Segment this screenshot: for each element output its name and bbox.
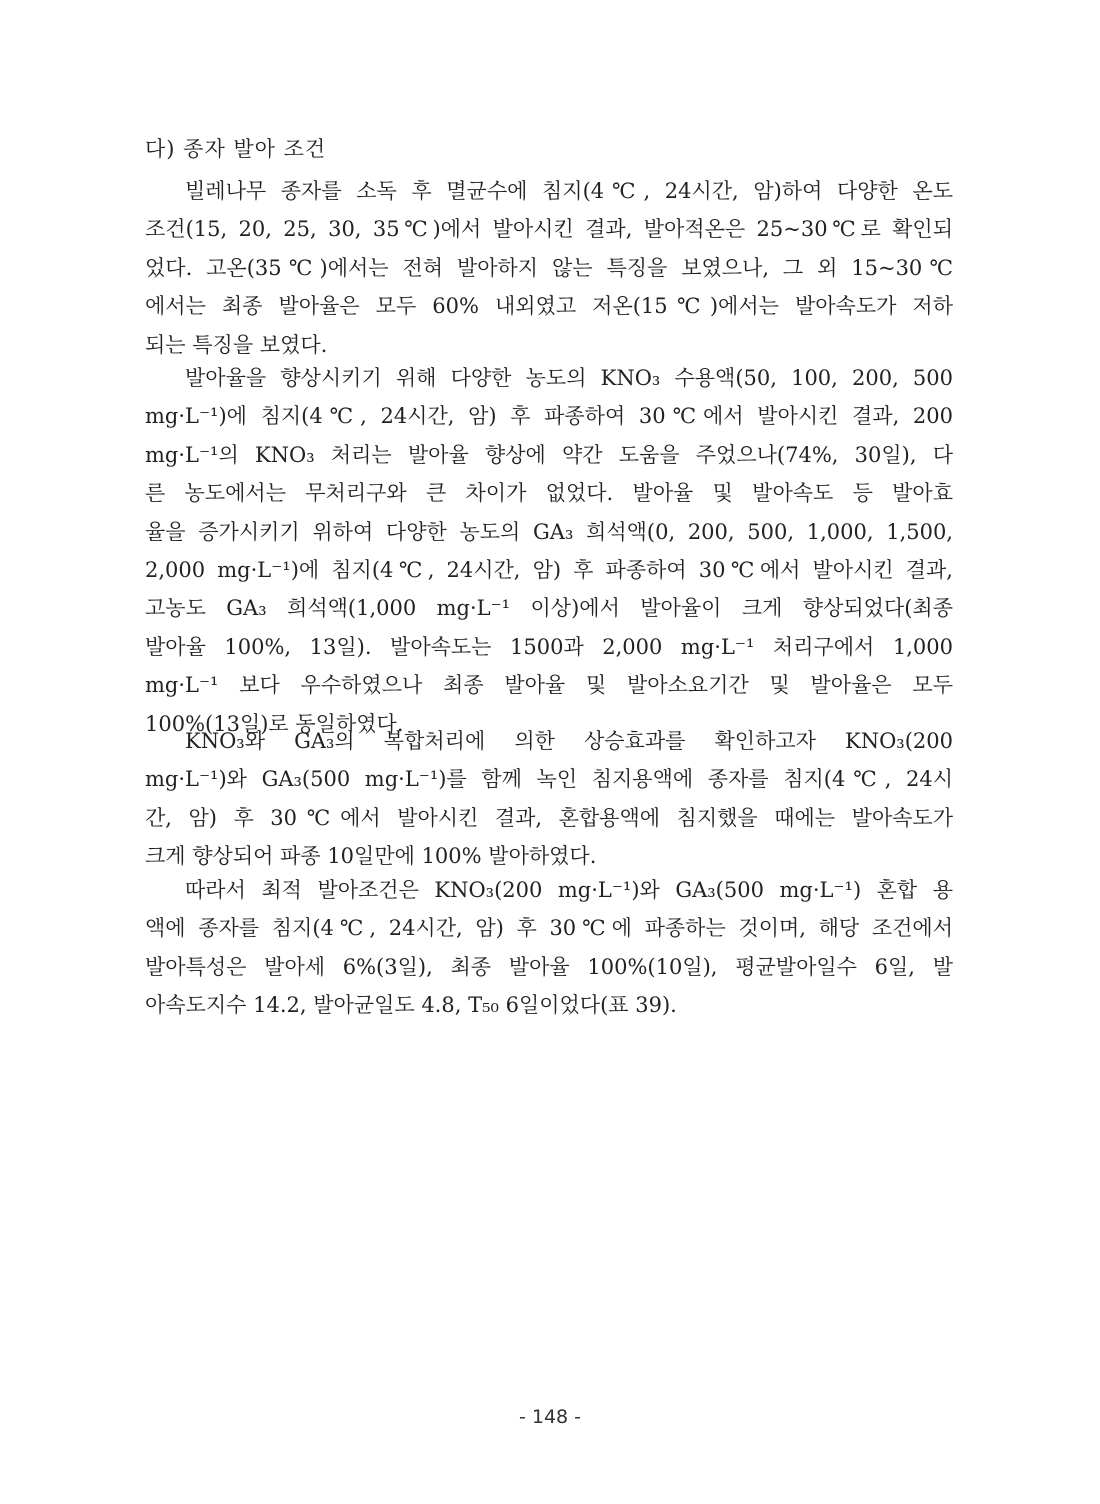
paragraph-kno3-ga3: [145, 359, 953, 743]
text-line: KNO₃와 GA₃의 복합처리에 의한 상승효과를 확인하고자 KNO₃(200: [185, 729, 953, 753]
text-line: 액에 종자를 침지(4℃, 24시간, 암) 후 30℃에 파종하는 것이며, 해당 조건에서: [145, 916, 953, 941]
text-line: 100%(13일)로 동일하였다.: [145, 711, 404, 736]
text-line: mg·L⁻¹)와 GA₃(500 mg·L⁻¹)를 함께 녹인 침지용액에 종자를 침지(4℃, 24시: [145, 767, 953, 792]
text-line: mg·L⁻¹의 KNO₃ 처리는 발아율 향상에 약간 도움을 주었으나(74%, 30일), 다: [145, 442, 953, 467]
text-line: 발아율 100%, 13일). 발아속도는 1500과 2,000 mg·L⁻¹ 처리구에서 1,000: [145, 634, 953, 659]
text-line: mg·L⁻¹ 보다 우수하였으나 최종 발아율 및 발아소요기간 및 발아율은 모두: [145, 673, 953, 698]
text-line: 었다. 고온(35℃)에서는 전혀 발아하지 않는 특징을 보였으나, 그 외 15~30℃: [145, 255, 953, 280]
text-line: 발아율을 향상시키기 위해 다양한 농도의 KNO₃ 수용액(50, 100, 200, 500: [185, 366, 953, 390]
text-line: 되는 특징을 보였다.: [145, 332, 328, 357]
text-line: 에서는 최종 발아율은 모두 60% 내외였고 저온(15℃)에서는 발아속도가 저하: [145, 294, 953, 319]
text-line: 빌레나무 종자를 소독 후 멸균수에 침지(4℃, 24시간, 암)하여 다양한 온도: [185, 179, 953, 203]
text-line: 따라서 최적 발아조건은 KNO₃(200 mg·L⁻¹)와 GA₃(500 mg·L⁻¹) 혼합 용: [185, 878, 953, 902]
page-number: - 148 -: [518, 1406, 582, 1428]
text-line: 고농도 GA₃ 희석액(1,000 mg·L⁻¹ 이상)에서 발아율이 크게 향상되었다(최종: [145, 596, 953, 621]
text-line: 조건(15, 20, 25, 30, 35℃)에서 발아시킨 결과, 발아적온은 25~30℃로 확인되: [145, 217, 953, 242]
paragraph-optimal-conditions: [145, 871, 953, 1025]
text-line: 아속도지수 14.2, 발아균일도 4.8, T₅₀ 6일이었다(표 39).: [145, 993, 677, 1018]
text-line: 발아특성은 발아세 6%(3일), 최종 발아율 100%(10일), 평균발아일수 6일, 발: [145, 954, 953, 979]
paragraph-combined-treatment: [145, 722, 953, 876]
text-line: 간, 암) 후 30℃에서 발아시킨 결과, 혼합용액에 침지했을 때에는 발아속도가: [145, 805, 953, 830]
text-line: 율을 증가시키기 위하여 다양한 농도의 GA₃ 희석액(0, 200, 500, 1,000, 1,500,: [145, 519, 953, 544]
paragraph-temperature: [145, 172, 953, 364]
section-heading: 다) 종자 발아 조건: [145, 137, 327, 161]
text-line: mg·L⁻¹)에 침지(4℃, 24시간, 암) 후 파종하여 30℃에서 발아시킨 결과, 200: [145, 404, 953, 429]
text-line: 른 농도에서는 무처리구와 큰 차이가 없었다. 발아율 및 발아속도 등 발아효: [145, 481, 953, 506]
text-line: 크게 향상되어 파종 10일만에 100% 발아하였다.: [145, 844, 597, 869]
text-line: 2,000 mg·L⁻¹)에 침지(4℃, 24시간, 암) 후 파종하여 30℃에서 발아시킨 결과,: [145, 557, 953, 582]
